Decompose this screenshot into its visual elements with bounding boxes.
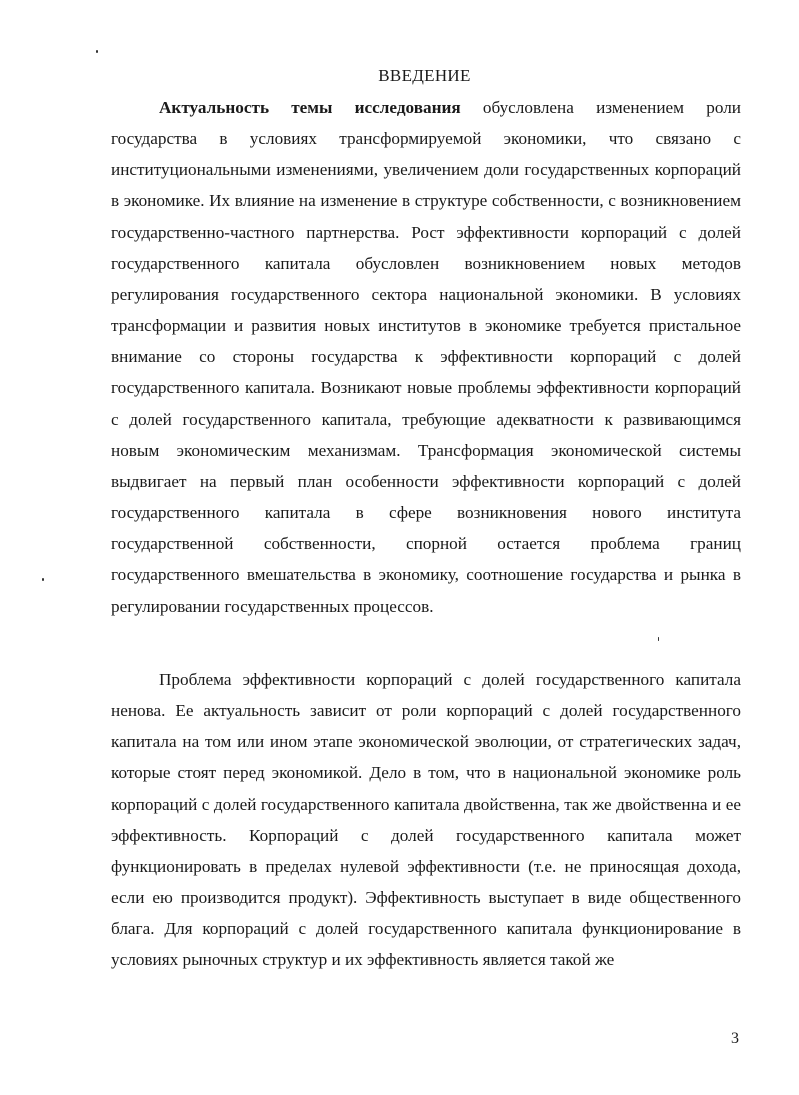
paragraph-2: Проблема эффективности корпораций с долей государственного капитала ненова. Ее актуальность зависит от роли корпораций с долей государственного капитала на том или ином этапе экономической эволюции, от стратегических задач, которые стоят перед экономикой. Дело в том, что в национальной экономике роль корпораций с долей государственного капитала двойственна, так же двойственна и ее эффективность. Корпораций с долей государственного капитала может функционировать в пределах нулевой эффективности (т.е. не приносящая дохода, если ею производится продукт). Эффективность выступает в виде общественного блага. Для корпораций с долей государственного капитала функционирование в условиях рыночных структур и их эффективность является такой же (111, 670, 741, 970)
paragraph-1 (111, 92, 741, 622)
scan-speck (42, 578, 44, 581)
page-number: 3 (731, 1030, 739, 1047)
scan-speck (96, 50, 98, 53)
page-title: ВВЕДЕНИЕ (378, 66, 471, 85)
paragraph-1-lead: Актуальность темы исследования (159, 98, 461, 117)
paragraph-1-text: обусловлена изменением роли государства в условиях трансформируемой экономики, что связано с институциональными изменениями, увеличением доли государственных корпораций в экономике. Их влияние на изменение в структуре собственности, с возникновением государственно-частного партнерства. Рост эффективности корпораций с долей государственного капитала обусловлен возникновением новых методов регулирования государственного сектора национальной экономики. В условиях трансформации и развития новых институтов в экономике требуется пристальное внимание со стороны государства к эффективности корпораций с долей государственного капитала. Возникают новые проблемы эффективности корпораций с долей государственного капитала, требующие адекватности к развивающимся новым экономическим механизмам. Трансформация экономической системы выдвигает на первый план особенности эффективности корпораций с долей государственного капитала в сфере возникновения нового института государственной собственности, спорной остается проблема границ государственного вмешательства в экономику, соотношение государства и рынка в регулировании государственных процессов. (111, 98, 741, 616)
scan-speck (658, 637, 659, 641)
